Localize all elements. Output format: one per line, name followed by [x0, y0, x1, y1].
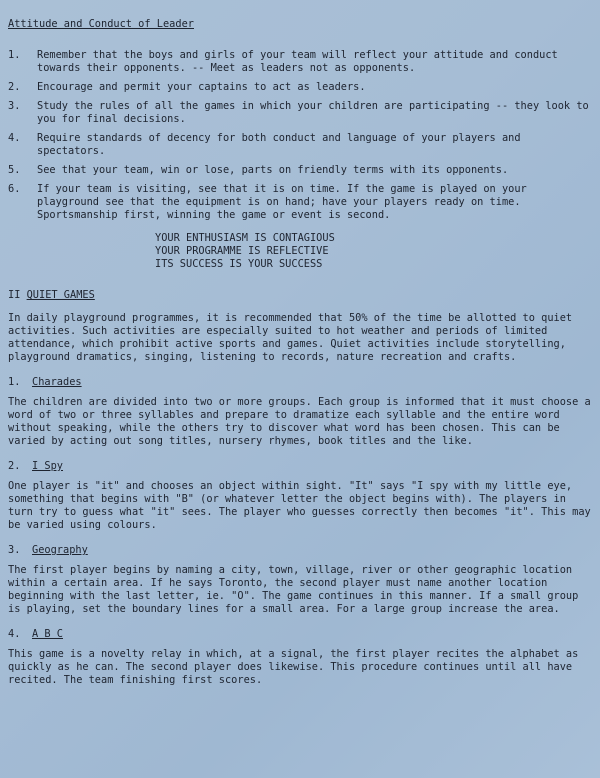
heading-attitude-conduct: Attitude and Conduct of Leader	[8, 18, 194, 30]
motto-block	[155, 232, 593, 271]
rule-number: 1.	[8, 49, 21, 61]
rule-item	[8, 100, 593, 126]
game-title	[8, 460, 593, 473]
leader-rules-list	[8, 49, 593, 222]
motto-line: ITS SUCCESS IS YOUR SUCCESS	[155, 258, 323, 270]
rule-text: See that your team, win or lose, parts on friendly terms with its opponents.	[37, 164, 509, 176]
rule-number: 4.	[8, 132, 21, 144]
game-description: This game is a novelty relay in which, at a signal, the first player recites the alphabet as quickly as he can. The second player does likewise. This procedure continues until all have recited. The team finishing first scores.	[8, 648, 579, 686]
game-title	[8, 376, 593, 389]
document-page	[8, 18, 593, 699]
rule-item	[8, 132, 593, 158]
rule-text: Encourage and permit your captains to act as leaders.	[37, 81, 366, 93]
game-name: I Spy	[32, 460, 63, 472]
rule-text: Study the rules of all the games in which your children are participating -- they look to you for final decisions.	[37, 100, 589, 125]
rule-number: 6.	[8, 183, 21, 195]
section-prefix: II	[8, 289, 21, 301]
game-title	[8, 628, 593, 641]
game-number: 4.	[8, 628, 21, 640]
game-name: Geography	[32, 544, 88, 556]
game-description: One player is "it" and chooses an object within sight. "It" says "I spy with my little eye, something that begins with "B" (or whatever letter the object begins with). The players in turn try to guess what "it" sees. The player who guesses correctly then becomes "it". This may be varied using colours.	[8, 480, 591, 531]
section-intro: In daily playground programmes, it is recommended that 50% of the time be allotted to quiet activities. Such activities are especially suited to hot weather and periods of limited attendance, which prohibit active sports and games. Quiet activities include storytelling, playground dramatics, singing, listening to records, nature recreation and crafts.	[8, 312, 573, 363]
rule-text: Remember that the boys and girls of your team will reflect your attitude and conduct towards their opponents. -- Meet as leaders not as opponents.	[37, 49, 558, 74]
game-description: The children are divided into two or more groups. Each group is informed that it must choose a word of two or three syllables and prepare to dramatize each syllable and the entire word without speaking, while the others try to discover what word has been chosen. This can be varied by acting out song titles, nursery rhymes, book titles and the like.	[8, 396, 591, 447]
motto-line: YOUR PROGRAMME IS REFLECTIVE	[155, 245, 329, 257]
rule-number: 3.	[8, 100, 21, 112]
game-number: 1.	[8, 376, 21, 388]
rule-text: If your team is visiting, see that it is on time. If the game is played on your playground see that the equipment is on hand; have your players ready on time. Sportsmanship first, winning the game or event is second.	[37, 183, 527, 221]
rule-item	[8, 183, 593, 222]
game-name: Charades	[32, 376, 82, 388]
game-name: A B C	[32, 628, 63, 640]
game-number: 3.	[8, 544, 21, 556]
motto-line: YOUR ENTHUSIASM IS CONTAGIOUS	[155, 232, 335, 244]
rule-item	[8, 164, 593, 177]
game-number: 2.	[8, 460, 21, 472]
rule-item	[8, 49, 593, 75]
rule-number: 2.	[8, 81, 21, 93]
rule-number: 5.	[8, 164, 21, 176]
game-title	[8, 544, 593, 557]
game-description: The first player begins by naming a city, town, village, river or other geographic location within a certain area. If he says Toronto, the second player must name another location beginning with the last letter, ie. "O". The game continues in this manner. If a small group is playing, set the boundary lines for a small area. For a large group increase the area.	[8, 564, 579, 615]
section-title-text: QUIET GAMES	[26, 289, 95, 301]
rule-item	[8, 81, 593, 94]
rule-text: Require standards of decency for both conduct and language of your players and spectators.	[37, 132, 521, 157]
section-title	[8, 289, 593, 302]
